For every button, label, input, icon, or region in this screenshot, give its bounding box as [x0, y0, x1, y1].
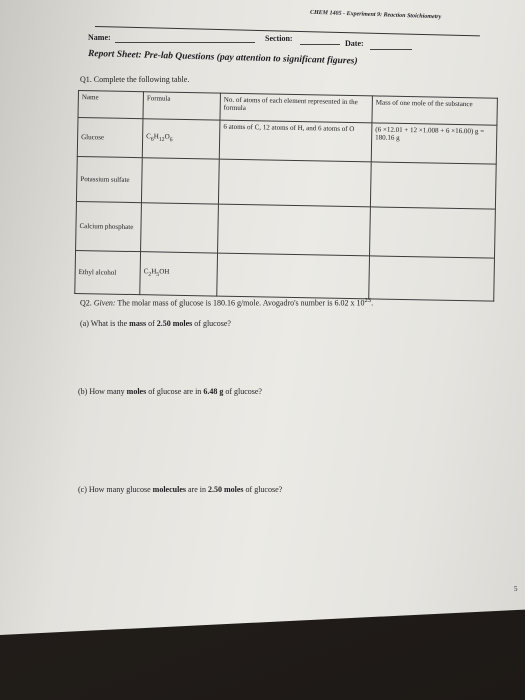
section-line — [300, 44, 340, 45]
row-formula: $C_2H_5OH$ — [140, 252, 218, 296]
qa-text: (a) What is the — [80, 319, 128, 328]
question-b — [78, 387, 262, 396]
date-label: Date: — [345, 39, 364, 48]
q2-text: The molar mass of glucose is 180.16 g/mole. Avogadro's number is 6.02 x 10 — [117, 298, 365, 308]
row-formula[interactable] — [141, 158, 219, 204]
row-atoms[interactable] — [218, 204, 371, 256]
question-c — [78, 485, 282, 494]
row-mass: (6 ×12.01 + 12 ×1.008 + 6 ×16.00) g = 180.16 g — [371, 123, 497, 164]
col-header-atoms: No. of atoms of each element represented in the formula — [220, 93, 372, 123]
col-header-name: Name — [78, 91, 143, 119]
col-header-mass: Mass of one mole of the substance — [372, 96, 497, 125]
qc-text-end: of glucose? — [245, 485, 283, 494]
page-number: 5 — [514, 585, 518, 593]
q1-prompt: Q1. Complete the following table. — [80, 75, 190, 84]
row-atoms[interactable] — [217, 253, 370, 299]
qa-text-mid: of — [148, 319, 155, 328]
date-line — [370, 49, 412, 50]
row-name: Potassium sulfate — [76, 156, 142, 202]
row-mass[interactable] — [370, 162, 496, 209]
row-mass[interactable] — [369, 256, 495, 301]
row-formula: $C_6H_{12}O_6$ — [142, 119, 220, 159]
row-name: Calcium phosphate — [76, 201, 142, 251]
qc-text-mid: are in — [187, 485, 206, 494]
row-name: Glucose — [77, 118, 143, 158]
question-a — [80, 319, 231, 328]
qa-text-end: of glucose? — [194, 319, 231, 328]
qa-bold-mass: mass — [129, 319, 147, 328]
table-row — [76, 201, 496, 258]
name-label: Name: — [88, 33, 111, 42]
q2-exponent: 23 — [364, 297, 372, 304]
qc-bold-moles: 2.50 moles — [207, 485, 244, 494]
compound-table — [74, 90, 498, 294]
q2-label: Q2. — [80, 298, 92, 308]
table-row — [75, 250, 495, 301]
qb-bold-grams: 6.48 g — [203, 387, 224, 396]
row-formula[interactable] — [141, 203, 219, 253]
row-atoms: 6 atoms of C, 12 atoms of H, and 6 atoms of O — [219, 120, 372, 162]
qb-text-end: of glucose? — [225, 387, 262, 396]
q2-given: Q2. Given: The molar mass of glucose is 180.16 g/mole. Avogadro's number is 6.02 x $10^{23}$. — [80, 297, 374, 308]
q2-given-label: Given: — [93, 298, 116, 308]
qc-bold-molecules: molecules — [152, 485, 186, 494]
row-name: Ethyl alcohol — [75, 250, 141, 294]
name-line — [115, 42, 255, 43]
section-label: Section: — [265, 34, 293, 43]
course-header: CHEM 1405 - Experiment 9: Reaction Stoichiometry — [309, 9, 442, 21]
table-row — [76, 156, 496, 209]
row-atoms[interactable] — [218, 159, 371, 207]
report-subtitle: Report Sheet: Pre-lab Questions (pay attention to significant figures) — [87, 49, 358, 67]
qa-bold-moles: 2.50 moles — [156, 319, 193, 328]
qb-text: (b) How many — [78, 387, 125, 396]
row-mass[interactable] — [370, 207, 496, 258]
qb-bold-moles: moles — [126, 387, 147, 396]
qb-text-mid: of glucose are in — [148, 387, 202, 396]
col-header-formula: Formula — [143, 92, 220, 120]
qc-text: (c) How many glucose — [78, 485, 151, 494]
